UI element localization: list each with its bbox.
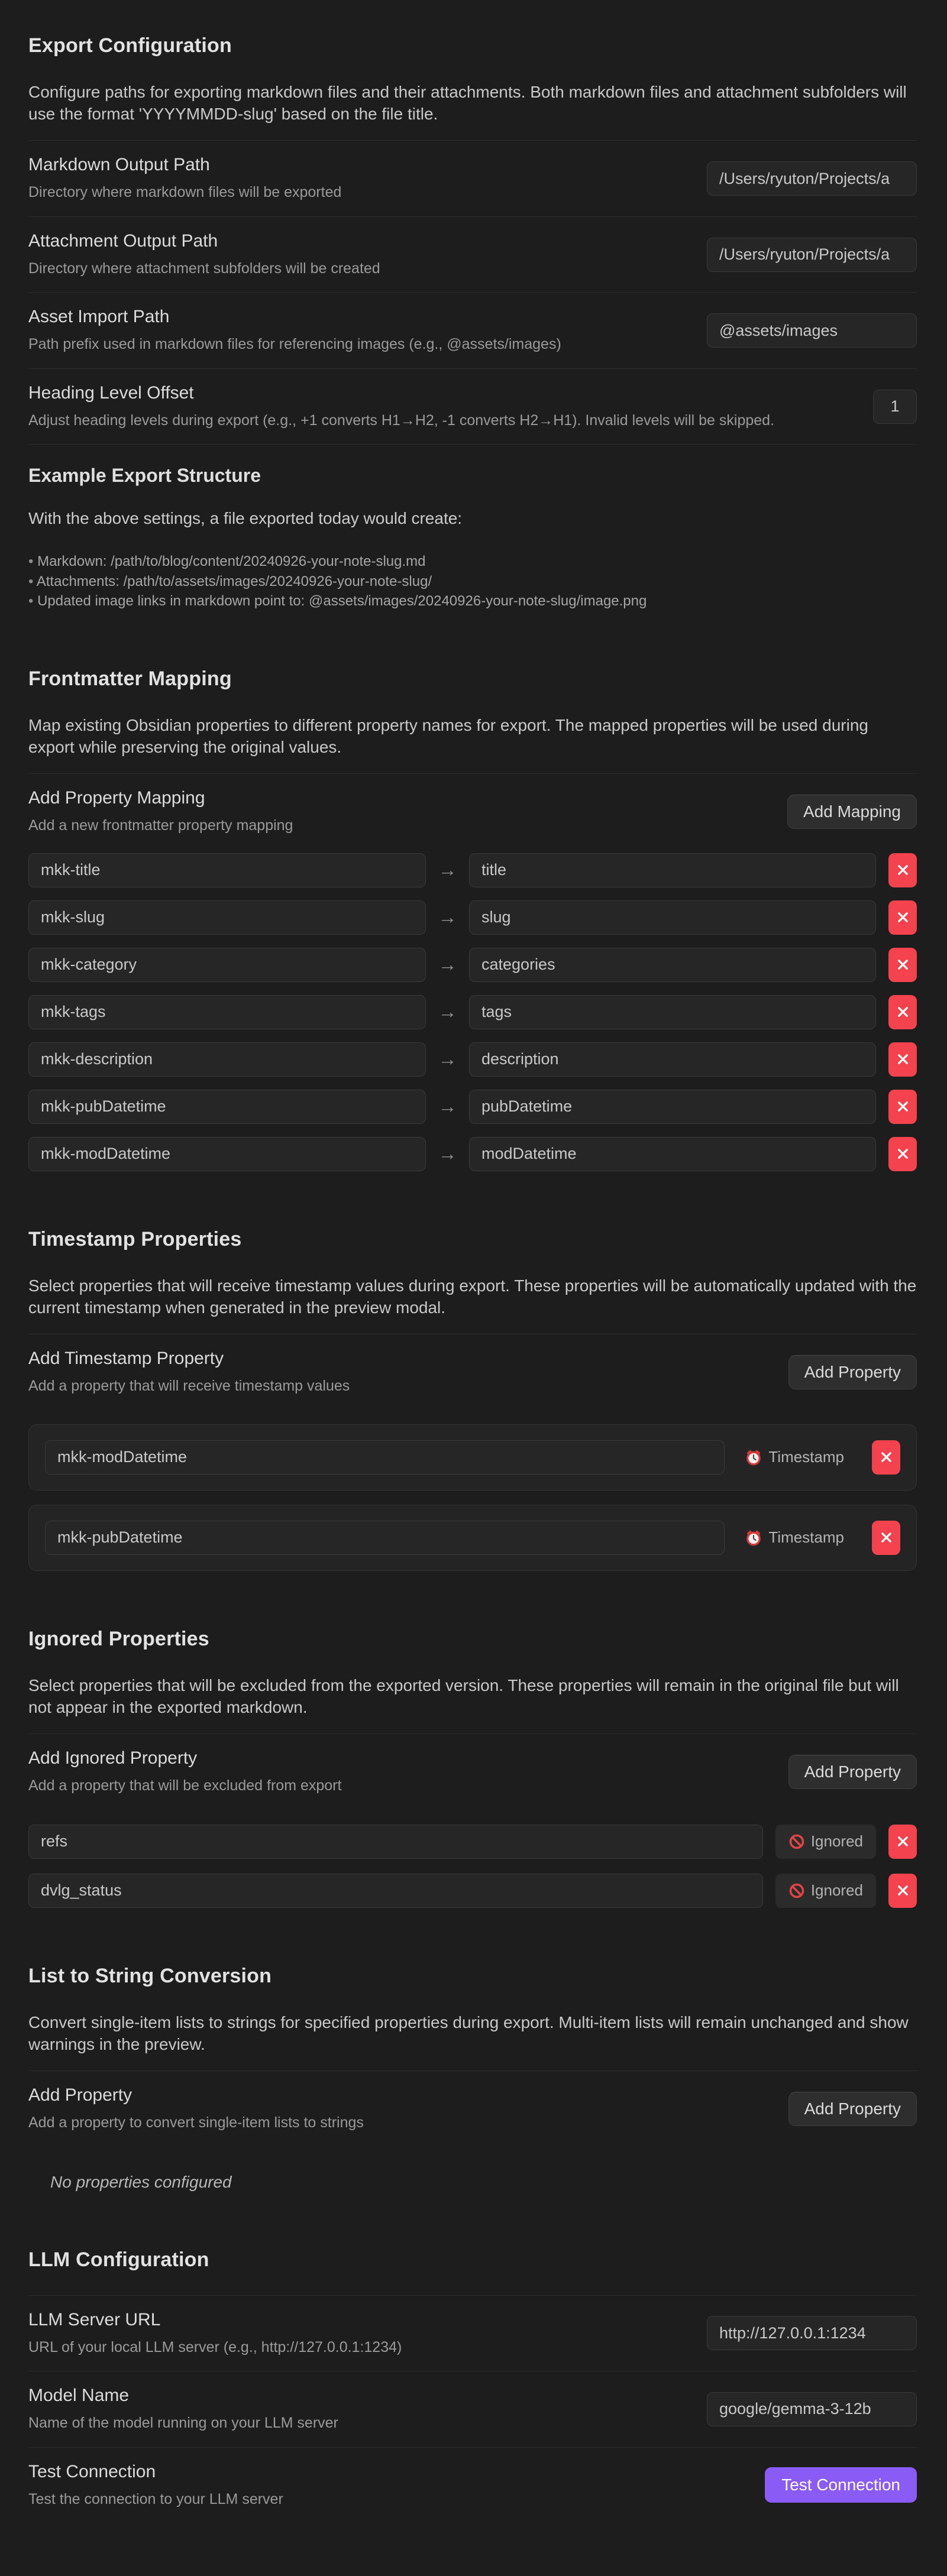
mapping-target-input[interactable] — [469, 1090, 876, 1124]
setting-add-list-conversion-property — [28, 2070, 917, 2147]
add-mapping-button[interactable]: Add Mapping — [787, 795, 917, 829]
remove-ignored-property-button[interactable] — [888, 1825, 917, 1859]
timestamp-badge — [745, 1448, 844, 1466]
section-timestamp-properties — [28, 1228, 917, 1571]
close-icon — [897, 1148, 909, 1160]
heading-level-offset-input[interactable] — [873, 390, 917, 424]
remove-mapping-button[interactable] — [888, 1090, 917, 1124]
mapping-target-input[interactable] — [469, 853, 876, 887]
setting-desc: Add a property that will be excluded from export — [28, 1777, 342, 1794]
mapping-row — [28, 900, 917, 935]
close-icon — [897, 1835, 909, 1848]
setting-name: Add Ignored Property — [28, 1748, 198, 1768]
arrow-right-icon: → — [438, 1143, 457, 1165]
section-title-llm-configuration: LLM Configuration — [28, 2248, 209, 2271]
remove-mapping-button[interactable] — [888, 853, 917, 887]
alarm-clock-icon — [745, 1529, 762, 1547]
example-item-markdown: • Markdown: /path/to/blog/content/20240926-your-note-slug.md — [28, 552, 917, 571]
mapping-target-input[interactable] — [469, 1137, 876, 1171]
asset-import-path-input[interactable] — [707, 313, 917, 348]
timestamp-badge — [745, 1528, 844, 1547]
add-timestamp-property-button[interactable]: Add Property — [788, 1355, 917, 1389]
list-to-string-conversion-intro: Convert single-item lists to strings for specified properties during export. Multi-item lists will remain unchanged and show warnings in the preview. — [28, 2013, 909, 2053]
timestamp-badge-label: Timestamp — [768, 1528, 844, 1547]
arrow-right-icon: → — [438, 859, 457, 881]
close-icon — [897, 958, 909, 971]
arrow-right-icon: → — [438, 1048, 457, 1070]
setting-name: Heading Level Offset — [28, 383, 194, 403]
section-title-export-configuration: Export Configuration — [28, 34, 232, 57]
section-list-to-string-conversion — [28, 1965, 917, 2192]
mapping-target-input[interactable] — [469, 1042, 876, 1077]
example-export-structure-list — [28, 552, 917, 610]
mapping-list — [28, 853, 917, 1171]
timestamp-property-card — [28, 1505, 917, 1571]
timestamp-property-card — [28, 1424, 917, 1490]
mapping-row — [28, 1137, 917, 1171]
close-icon — [897, 864, 909, 876]
setting-attachment-output-path — [28, 216, 917, 293]
markdown-output-path-input[interactable] — [707, 161, 917, 196]
remove-mapping-button[interactable] — [888, 995, 917, 1029]
setting-llm-server-url — [28, 2295, 917, 2371]
example-export-structure — [28, 444, 917, 610]
section-title-frontmatter-mapping: Frontmatter Mapping — [28, 667, 232, 690]
setting-name: Add Property Mapping — [28, 788, 205, 808]
ignored-properties-intro: Select properties that will be excluded from the exported version. These properties will remain in the original file but will not appear in the exported markdown. — [28, 1676, 899, 1716]
mapping-source-input[interactable] — [28, 1090, 426, 1124]
arrow-right-icon: → — [438, 1096, 457, 1117]
add-list-conversion-property-button[interactable]: Add Property — [788, 2092, 917, 2126]
remove-ignored-property-button[interactable] — [888, 1874, 917, 1908]
no-entry-icon — [788, 1882, 805, 1899]
setting-test-connection — [28, 2447, 917, 2523]
setting-model-name — [28, 2371, 917, 2447]
mapping-source-input[interactable] — [28, 1137, 426, 1171]
section-title-ignored-properties: Ignored Properties — [28, 1627, 209, 1650]
remove-timestamp-property-button[interactable] — [872, 1521, 900, 1555]
close-icon — [897, 1053, 909, 1065]
mapping-row — [28, 948, 917, 982]
section-frontmatter-mapping — [28, 668, 917, 1171]
no-properties-configured-note: No properties configured — [50, 2172, 232, 2191]
timestamp-properties-intro: Select properties that will receive timestamp values during export. These properties will be automatically updated with the current timestamp when generated in the preview modal. — [28, 1276, 917, 1317]
arrow-right-icon: → — [438, 906, 457, 928]
mapping-row — [28, 853, 917, 887]
mapping-target-input[interactable] — [469, 900, 876, 935]
mapping-target-input[interactable] — [469, 995, 876, 1029]
setting-name: Test Connection — [28, 2461, 156, 2481]
remove-mapping-button[interactable] — [888, 1042, 917, 1077]
timestamp-badge-label: Timestamp — [768, 1448, 844, 1466]
ignored-badge — [775, 1874, 876, 1908]
setting-desc: Add a property to convert single-item lists to strings — [28, 2114, 364, 2131]
mapping-source-input[interactable] — [28, 948, 426, 982]
setting-desc: Name of the model running on your LLM server — [28, 2415, 338, 2432]
section-ignored-properties — [28, 1628, 917, 1908]
ignored-property-input[interactable] — [28, 1825, 763, 1859]
timestamp-property-input[interactable] — [45, 1440, 725, 1475]
ignored-property-input[interactable] — [28, 1874, 763, 1908]
no-entry-icon — [788, 1833, 805, 1850]
setting-desc: Test the connection to your LLM server — [28, 2490, 283, 2507]
setting-name: Add Timestamp Property — [28, 1349, 224, 1369]
close-icon — [897, 1100, 909, 1113]
setting-desc: Adjust heading levels during export (e.g., +1 converts H1→H2, -1 converts H2→H1). Invalid levels will be skipped. — [28, 411, 775, 429]
setting-desc: Directory where attachment subfolders will be created — [28, 260, 380, 277]
setting-markdown-output-path — [28, 140, 917, 216]
remove-mapping-button[interactable] — [888, 1137, 917, 1171]
mapping-source-input[interactable] — [28, 900, 426, 935]
mapping-row — [28, 995, 917, 1029]
setting-desc: Path prefix used in markdown files for referencing images (e.g., @assets/images) — [28, 336, 561, 353]
setting-name: Asset Import Path — [28, 307, 170, 327]
section-title-timestamp-properties: Timestamp Properties — [28, 1227, 242, 1250]
section-llm-configuration — [28, 2248, 917, 2523]
remove-mapping-button[interactable] — [888, 900, 917, 935]
setting-desc: URL of your local LLM server (e.g., http://127.0.0.1:1234) — [28, 2338, 402, 2355]
close-icon — [897, 1006, 909, 1018]
example-item-attachments: • Attachments: /path/to/assets/images/20240926-your-note-slug/ — [28, 572, 917, 591]
section-title-list-to-string-conversion: List to String Conversion — [28, 1964, 272, 1987]
setting-name: LLM Server URL — [28, 2309, 161, 2329]
setting-desc: Add a new frontmatter property mapping — [28, 817, 293, 834]
ignored-badge-label: Ignored — [810, 1832, 863, 1851]
setting-add-ignored-property — [28, 1733, 917, 1810]
close-icon — [880, 1531, 893, 1544]
add-ignored-property-button[interactable]: Add Property — [788, 1755, 917, 1789]
setting-name: Attachment Output Path — [28, 231, 218, 251]
llm-server-url-input[interactable] — [707, 2316, 917, 2350]
ignored-badge — [775, 1825, 876, 1859]
arrow-right-icon: → — [438, 954, 457, 976]
setting-heading-level-offset — [28, 368, 917, 445]
mapping-row — [28, 1042, 917, 1077]
ignored-property-row — [28, 1825, 917, 1859]
setting-name: Model Name — [28, 2386, 130, 2406]
attachment-output-path-input[interactable] — [707, 238, 917, 272]
mapping-source-input[interactable] — [28, 853, 426, 887]
export-configuration-intro: Configure paths for exporting markdown files and their attachments. Both markdown files and attachment subfolders will use the format 'YYYYMMDD-slug' based on the file title. — [28, 83, 907, 124]
setting-add-timestamp-property — [28, 1334, 917, 1410]
setting-desc: Add a property that will receive timestamp values — [28, 1378, 350, 1395]
example-item-image-links: • Updated image links in markdown point to: @assets/images/20240926-your-note-slug/image.png — [28, 591, 917, 611]
setting-asset-import-path — [28, 292, 917, 368]
section-export-configuration — [28, 34, 917, 611]
ignored-badge-label: Ignored — [810, 1881, 863, 1900]
close-icon — [880, 1451, 893, 1463]
mapping-source-input[interactable] — [28, 995, 426, 1029]
close-icon — [897, 1884, 909, 1897]
mapping-target-input[interactable] — [469, 948, 876, 982]
mapping-row — [28, 1090, 917, 1124]
timestamp-property-input[interactable] — [45, 1521, 725, 1555]
mapping-source-input[interactable] — [28, 1042, 426, 1077]
model-name-input[interactable] — [707, 2392, 917, 2426]
arrow-right-icon: → — [438, 1001, 457, 1023]
setting-add-property-mapping — [28, 773, 917, 850]
ignored-property-row — [28, 1874, 917, 1908]
alarm-clock-icon — [745, 1449, 762, 1466]
example-export-structure-lead: With the above settings, a file exported today would create: — [28, 509, 463, 528]
remove-timestamp-property-button[interactable] — [872, 1440, 900, 1475]
test-connection-button[interactable]: Test Connection — [765, 2467, 917, 2503]
setting-name: Add Property — [28, 2085, 132, 2105]
remove-mapping-button[interactable] — [888, 948, 917, 982]
setting-desc: Directory where markdown files will be exported — [28, 184, 342, 201]
example-export-structure-title: Example Export Structure — [28, 465, 261, 487]
close-icon — [897, 911, 909, 924]
setting-name: Markdown Output Path — [28, 155, 210, 175]
frontmatter-mapping-intro: Map existing Obsidian properties to different property names for export. The mapped properties will be used during export while preserving the original values. — [28, 715, 868, 757]
